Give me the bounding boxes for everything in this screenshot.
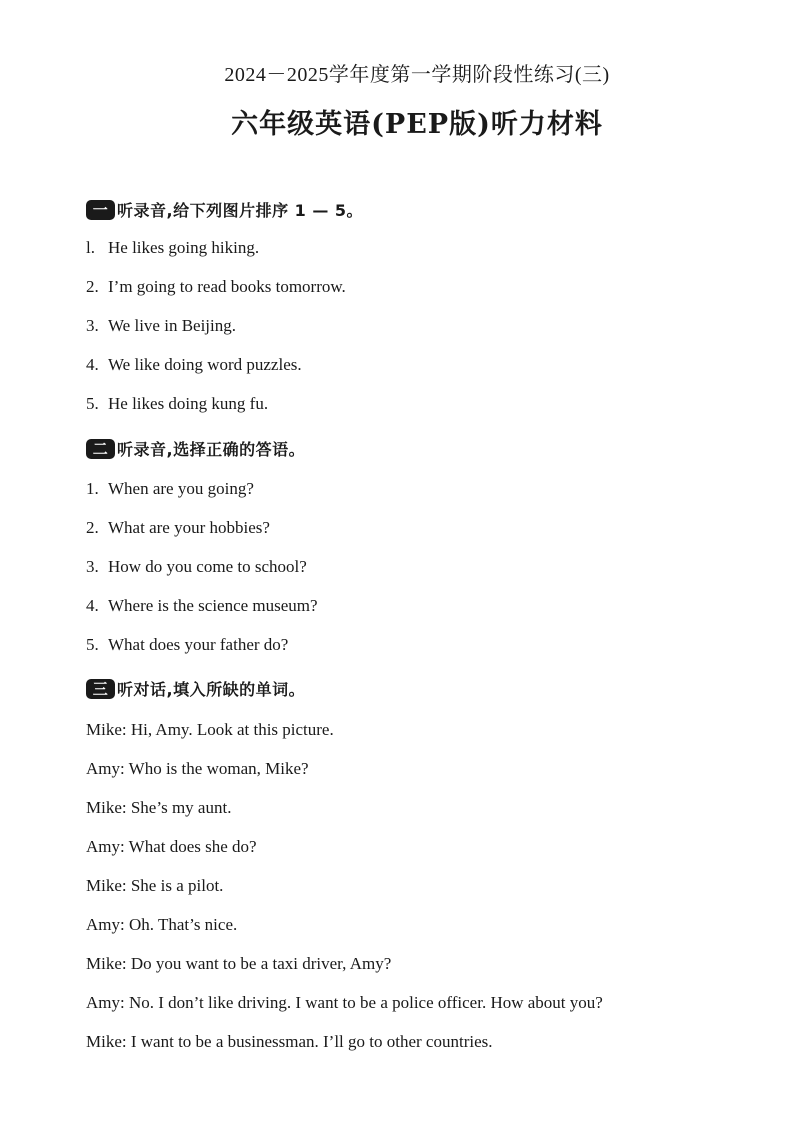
section-3-badge: 三 [86,679,115,699]
dialogue-line: Mike: She is a pilot. [86,876,224,895]
document-subtitle: 六年级英语(PEP版)听力材料 [231,109,603,140]
list-item: 3. We live in Beijing. [86,316,236,335]
dialogue-line: Mike: I want to be a businessman. I’ll go to other countries. [86,1032,493,1051]
section-3-heading [86,677,305,700]
dialogue-line: Amy: What does she do? [86,837,257,856]
list-item: 2. I’m going to read books tomorrow. [86,277,346,296]
dialogue-line: Mike: She’s my aunt. [86,798,232,817]
list-item: 2. What are your hobbies? [86,518,270,537]
list-item: 4. We like doing word puzzles. [86,355,302,374]
section-2-heading [86,437,305,460]
dialogue-line: Amy: Who is the woman, Mike? [86,759,309,778]
document-title: 2024－2025学年度第一学期阶段性练习(三) [224,64,610,86]
section-1-instruction: 听录音,给下列图片排序 1 — 5。 [117,201,364,220]
section-1-badge: 一 [86,200,115,220]
dialogue-line: Amy: No. I don’t like driving. I want to be a police officer. How about you? [86,993,603,1012]
section-2-badge: 二 [86,439,115,459]
list-item: 5. He likes doing kung fu. [86,394,269,413]
dialogue-line: Mike: Do you want to be a taxi driver, Amy? [86,954,392,973]
dialogue-line: Mike: Hi, Amy. Look at this picture. [86,720,334,739]
list-item: 4. Where is the science museum? [86,596,318,615]
dialogue-line: Amy: Oh. That’s nice. [86,915,238,934]
list-item: 3. How do you come to school? [86,557,307,576]
section-2-instruction: 听录音,选择正确的答语。 [117,440,306,459]
list-item: l. He likes going hiking. [86,238,260,257]
section-1-heading [86,198,363,221]
list-item: 5. What does your father do? [86,635,289,654]
list-item: 1. When are you going? [86,479,254,498]
section-3-instruction: 听对话,填入所缺的单词。 [117,680,306,699]
